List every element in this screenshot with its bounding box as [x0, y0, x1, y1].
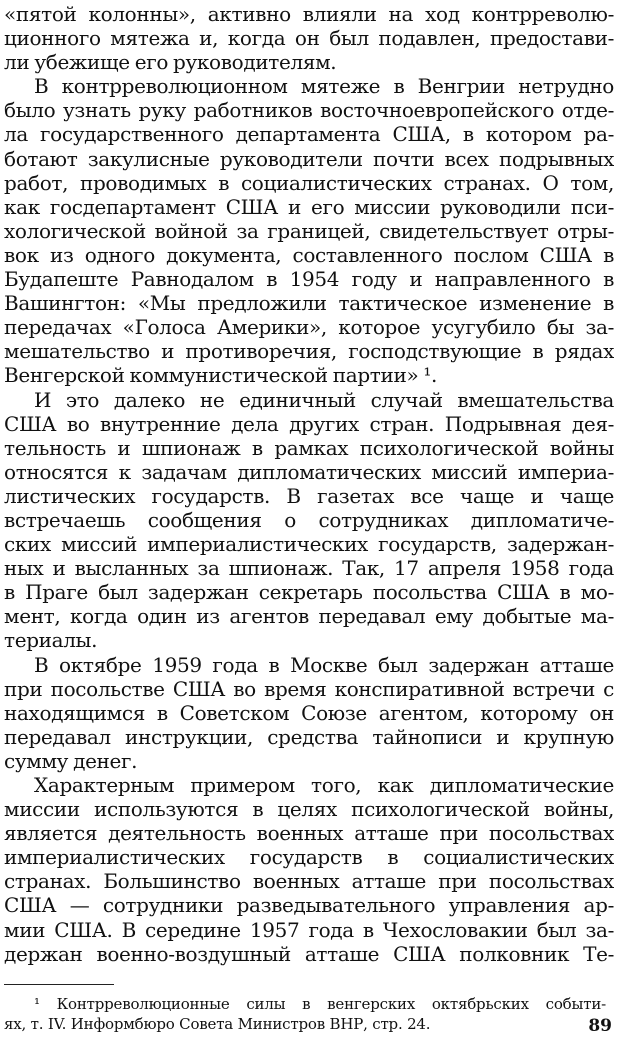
text-line: листических государств. В газетах все чаще и чаще: [4, 483, 614, 508]
text-line: мент, когда один из агентов передавал ему добытые ма-: [4, 604, 614, 629]
text-line: работ, проводимых в социалистических странах. О том,: [4, 170, 614, 195]
footnote-divider: [4, 984, 114, 985]
text-line: встречаешь сообщения о сотрудниках дипломатиче-: [4, 507, 614, 532]
text-line: мии США. В середине 1957 года в Чехословакии был за-: [4, 917, 614, 942]
text-line: В октябре 1959 года в Москве был задержан атташе: [34, 652, 614, 677]
text-line: сумму денег.: [4, 748, 138, 773]
text-line: ских миссий империалистических государств, задержан-: [4, 532, 614, 557]
footnote-line: ях, т. IV. Информбюро Совета Министров ВНР, стр. 24.: [4, 1015, 431, 1033]
text-line: империалистических государств в социалистических: [4, 845, 614, 870]
text-line: в Праге был задержан секретарь посольства США в мо-: [4, 580, 614, 605]
text-line: Вашингтон: «Мы предложили тактическое изменение в: [4, 291, 614, 316]
text-line: миссии используются в целях психологической войны,: [4, 797, 614, 822]
text-line: странах. Большинство военных атташе при посольствах: [4, 869, 614, 894]
text-line: находящимся в Советском Союзе агентом, которому он: [4, 700, 614, 725]
text-line: как госдепартамент США и его миссии руководили пси-: [4, 194, 614, 219]
footnote-line: ¹ Контрреволюционные силы в венгерских октябрьских событи-: [34, 995, 606, 1013]
text-line: тельность и шпионаж в рамках психологической войны: [4, 435, 614, 460]
text-line: ла государственного департамента США, в котором ра-: [4, 122, 614, 147]
text-line: Будапеште Равнодалом в 1954 году и направленного в: [4, 267, 614, 292]
text-line: относятся к задачам дипломатических миссий империа-: [4, 459, 614, 484]
text-line: хологической войной за границей, свидетельствует отры-: [4, 218, 614, 243]
text-line: передавал инструкции, средства тайнописи и крупную: [4, 724, 614, 749]
text-line: ных и высланных за шпионаж. Так, 17 апреля 1958 года: [4, 556, 614, 581]
text-line: вок из одного документа, составленного послом США в: [4, 242, 614, 267]
body-text: [4, 2, 614, 966]
footnote: [4, 994, 606, 1034]
text-line: США — сотрудники разведывательного управления ар-: [4, 893, 614, 918]
text-line: Характерным примером того, как дипломатические: [34, 773, 614, 797]
text-line: ционного мятежа и, когда он был подавлен, предостави-: [4, 26, 614, 51]
text-line: мешательство и противоречия, господствующие в рядах: [4, 339, 614, 364]
page-number: 89: [588, 1016, 612, 1036]
text-line: ли убежище его руководителям.: [4, 50, 337, 75]
text-line: И это далеко не единичный случай вмешательства: [34, 387, 614, 412]
text-line: было узнать руку работников восточноевропейского отде-: [4, 98, 614, 123]
text-line: США во внутренние дела других стран. Подрывная дея-: [4, 411, 614, 436]
text-line: передачах «Голоса Америки», которое усугубило бы за-: [4, 315, 614, 340]
text-line: «пятой колонны», активно влияли на ход контрреволю-: [4, 2, 614, 26]
text-line: В контрреволюционном мятеже в Венгрии нетрудно: [34, 74, 614, 99]
text-line: держан военно-воздушный атташе США полковник Те-: [4, 941, 614, 966]
text-line: териалы.: [4, 628, 98, 653]
text-line: при посольстве США во время конспиративной встречи с: [4, 676, 614, 701]
text-line: является деятельность военных атташе при посольствах: [4, 821, 614, 846]
text-line: Венгерской коммунистической партии» ¹.: [4, 363, 438, 388]
text-line: ботают закулисные руководители почти всех подрывных: [4, 146, 614, 171]
